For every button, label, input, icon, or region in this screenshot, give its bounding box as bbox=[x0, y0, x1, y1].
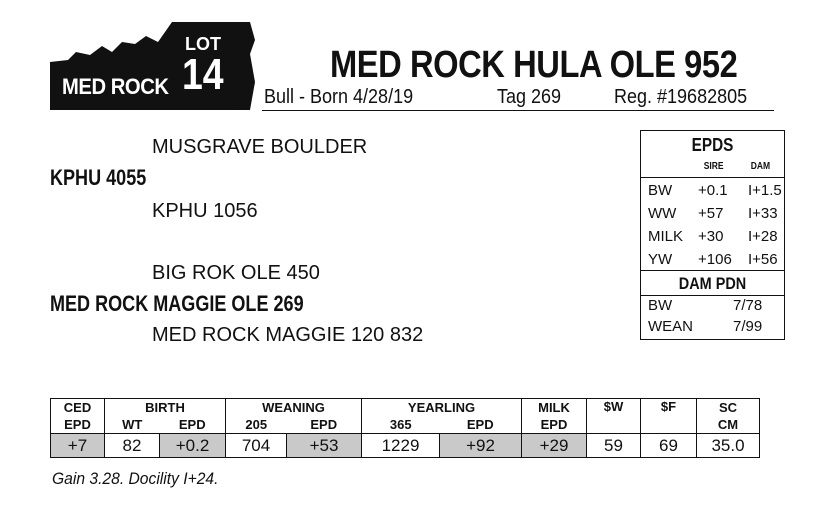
ced-epd-value: +7 bbox=[51, 434, 105, 458]
weaning-205-header: 205 bbox=[245, 416, 268, 432]
birth-epd-value: +0.2 bbox=[160, 434, 226, 458]
epd-row-ww: WW +57 I+33 bbox=[648, 205, 778, 222]
sf-header: $F bbox=[641, 399, 697, 434]
milk-sub-header: EPD bbox=[522, 416, 587, 434]
epd-row-yw: YW +106 I+56 bbox=[648, 251, 778, 268]
epds-title: EPDS bbox=[691, 135, 734, 155]
footnote: Gain 3.28. Docility I+24. bbox=[52, 469, 219, 488]
sire-sire-name: MUSGRAVE BOULDER bbox=[152, 136, 368, 158]
performance-table bbox=[50, 398, 760, 458]
dam-pdn-title: DAM PDN bbox=[678, 274, 747, 293]
lot-number: 14 bbox=[182, 50, 224, 99]
animal-info-line bbox=[262, 86, 774, 111]
yearling-epd-header: EPD bbox=[440, 416, 522, 434]
sire-name: KPHU 4055 bbox=[50, 165, 147, 190]
lot-label: LOT bbox=[185, 34, 221, 54]
birth-header: BIRTH bbox=[105, 399, 226, 416]
epds-sire-header: SIRE bbox=[703, 161, 724, 172]
milk-header: MILK bbox=[522, 399, 587, 416]
dam-sire-name: BIG ROK OLE 450 bbox=[152, 262, 320, 284]
sw-header: $W bbox=[587, 399, 641, 434]
epd-box bbox=[640, 130, 785, 340]
animal-name-title: MED ROCK HULA OLE 952 bbox=[330, 44, 738, 86]
dam-pdn-row-bw: BW 7/78 bbox=[648, 297, 763, 314]
birth-wt-header: WT bbox=[122, 416, 143, 432]
med-rock-logo bbox=[50, 22, 260, 112]
dam-name: MED ROCK MAGGIE OLE 269 bbox=[50, 291, 304, 316]
ced-header: CED bbox=[51, 399, 105, 416]
registration-number: Reg. #19682805 bbox=[614, 86, 748, 108]
tag-number: Tag 269 bbox=[497, 86, 562, 108]
weaning-epd-header: EPD bbox=[287, 416, 362, 434]
sire-dam-name: KPHU 1056 bbox=[152, 200, 258, 222]
dam-pdn-row-wean: WEAN 7/99 bbox=[648, 318, 763, 335]
sw-value: 59 bbox=[587, 434, 641, 458]
yearling-header: YEARLING bbox=[362, 399, 522, 416]
sex-birth-date: Bull - Born 4/28/19 bbox=[264, 86, 414, 108]
logo-brand-text: MED ROCK bbox=[62, 74, 169, 99]
sc-value: 35.0 bbox=[697, 434, 760, 458]
sc-sub-header: CM bbox=[717, 416, 739, 432]
epd-row-milk: MILK +30 I+28 bbox=[648, 228, 778, 245]
weaning-epd-value: +53 bbox=[287, 434, 362, 458]
birth-epd-header: EPD bbox=[160, 416, 226, 434]
sc-header: SC bbox=[718, 399, 738, 415]
birth-wt-value: 82 bbox=[105, 434, 160, 458]
yearling-epd-value: +92 bbox=[440, 434, 522, 458]
sf-value: 69 bbox=[641, 434, 697, 458]
milk-epd-value: +29 bbox=[522, 434, 587, 458]
ced-sub-header: EPD bbox=[51, 416, 105, 434]
epd-row-bw: BW +0.1 I+1.5 bbox=[648, 182, 782, 199]
weaning-205-value: 704 bbox=[226, 434, 287, 458]
yearling-365-value: 1229 bbox=[362, 434, 440, 458]
epds-dam-header: DAM bbox=[750, 161, 771, 172]
yearling-365-header: 365 bbox=[389, 416, 412, 432]
weaning-header: WEANING bbox=[226, 399, 362, 416]
dam-dam-name: MED ROCK MAGGIE 120 832 bbox=[152, 324, 424, 346]
